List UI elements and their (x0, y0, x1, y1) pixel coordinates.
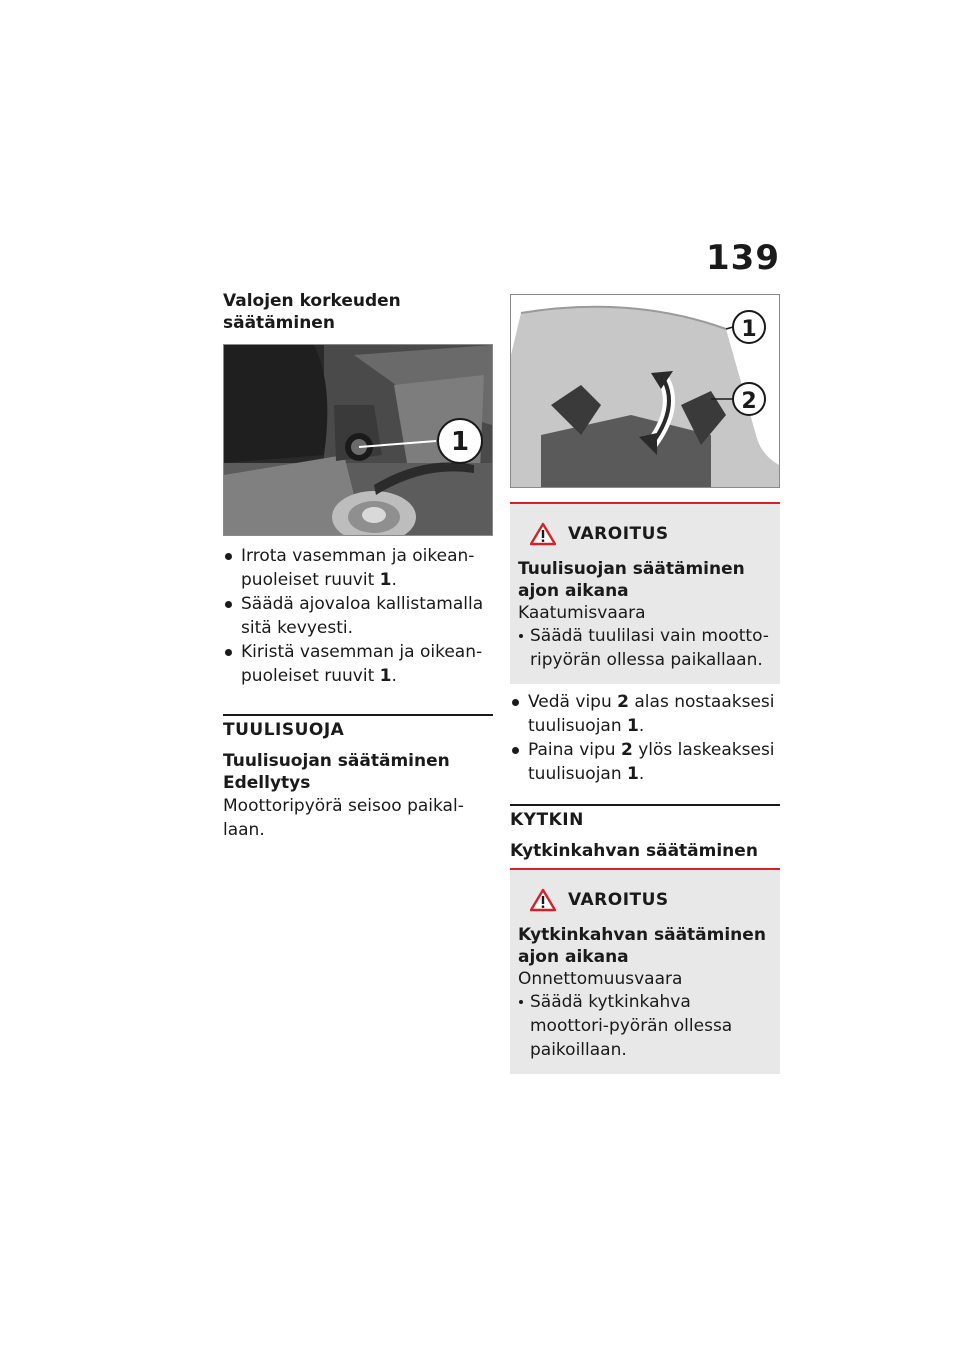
left-column (223, 290, 493, 842)
windshield-steps (510, 690, 780, 786)
clutch-subheading: Kytkinkahvan säätäminen (510, 841, 758, 861)
warning-title: Kytkinkahvan säätäminen ajon aikana (518, 925, 766, 967)
right-column (510, 294, 780, 1074)
list-item: Paina vipu 2 ylös laskeaksesi tuulisuojan 1. (510, 738, 780, 786)
list-item: Säädä ajovaloa kallistamalla sitä kevyesti. (223, 592, 493, 640)
headlight-photo (224, 345, 492, 535)
windshield-section (223, 714, 493, 842)
list-item: Kiristä vasemman ja oikean-puoleiset ruuvit 1. (223, 640, 493, 688)
prerequisite-text: Moottoripyörä seisoo paikal-laan. (223, 796, 464, 840)
warning-title: Tuulisuojan säätäminen ajon aikana (518, 559, 745, 601)
windshield-drawing (511, 295, 779, 487)
windshield-callout-2: 2 (741, 389, 757, 414)
warning-items (518, 990, 770, 1062)
warning-hazard: Kaatumisvaara (518, 603, 646, 623)
headlight-heading-line1: Valojen korkeuden (223, 291, 401, 311)
warning-triangle-icon (530, 522, 556, 546)
list-item: Irrota vasemman ja oikean-puoleiset ruuvit 1. (223, 544, 493, 592)
warning-label: VAROITUS (568, 890, 669, 910)
headlight-heading-line2: säätäminen (223, 313, 335, 333)
windshield-section-title: TUULISUOJA (223, 720, 345, 740)
list-item: Säädä tuulilasi vain mootto-ripyörän ollessa paikallaan. (518, 624, 770, 672)
warning-box-windshield (510, 502, 780, 684)
windshield-figure (510, 294, 780, 488)
headlight-steps (223, 544, 493, 688)
warning-label: VAROITUS (568, 524, 669, 544)
headlight-figure (223, 344, 493, 536)
windshield-subheading: Tuulisuojan säätäminen (223, 751, 450, 771)
clutch-section (510, 804, 780, 862)
list-item: Säädä kytkinkahva moottori-pyörän ollessa paikoillaan. (518, 990, 770, 1062)
windshield-callout-1: 1 (741, 317, 757, 342)
warning-triangle-icon (530, 888, 556, 912)
page-number: 139 (706, 238, 780, 278)
list-item: Vedä vipu 2 alas nostaaksesi tuulisuojan 1. (510, 690, 780, 738)
prerequisite-label: Edellytys (223, 773, 311, 793)
clutch-section-title: KYTKIN (510, 810, 584, 830)
headlight-heading (223, 290, 493, 334)
headlight-callout-1: 1 (450, 427, 470, 457)
warning-items (518, 624, 770, 672)
warning-box-clutch (510, 868, 780, 1074)
warning-hazard: Onnettomuusvaara (518, 969, 683, 989)
